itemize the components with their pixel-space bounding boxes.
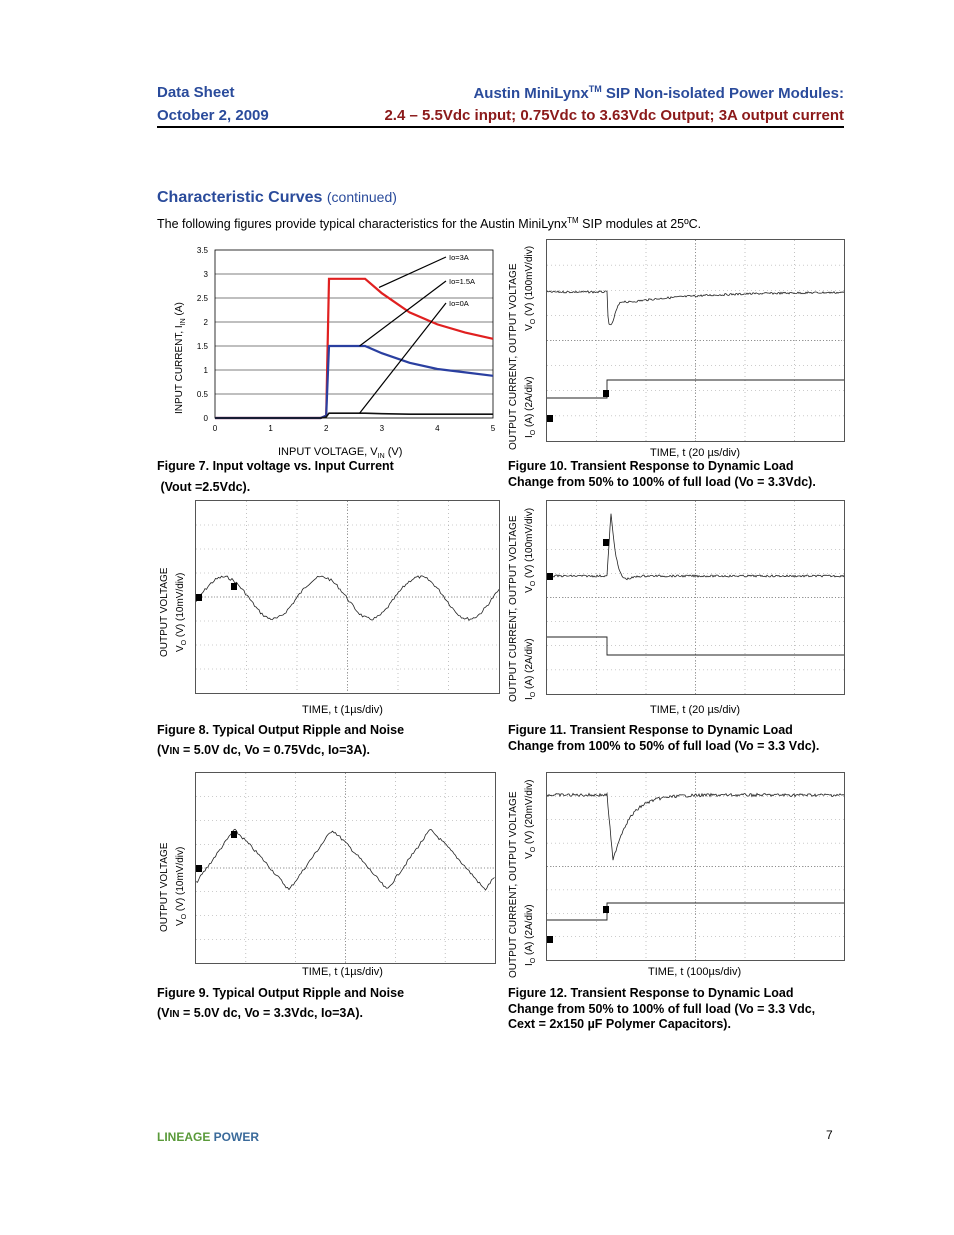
- intro-text-2: SIP modules at 25ºC.: [578, 217, 702, 232]
- fig8-yl-pre: V: [175, 645, 186, 652]
- fig9-ylabel2: [175, 847, 188, 926]
- fig7-legend-leader: [360, 303, 446, 413]
- fig10-yl2a-sub: O: [530, 429, 537, 436]
- fig8-cap-post: = 5.0V dc, Vo = 0.75Vdc, Io=3A).: [179, 742, 370, 757]
- fig9-caption-line1: Figure 9. Typical Output Ripple and Noise: [157, 986, 405, 1000]
- fig12-yl2b-sub: O: [530, 846, 537, 853]
- fig7-ytick: 2: [203, 318, 208, 327]
- fig12-trace: [547, 773, 844, 960]
- fig8-caption-line1: Figure 8. Typical Output Ripple and Noise: [157, 723, 405, 737]
- fig11-xlabel: TIME, t (20 µs/div): [650, 704, 741, 716]
- fig9-yl-post: (V) (10mV/div): [175, 846, 186, 914]
- footer-brand-2: POWER: [210, 1130, 260, 1144]
- figure-7: [160, 238, 505, 460]
- doc-date: October 2, 2009: [157, 107, 269, 124]
- fig8-ground-marker: [196, 594, 202, 601]
- fig9-waveform: [196, 829, 495, 890]
- doc-subtitle: 2.4 – 5.5Vdc input; 0.75Vdc to 3.63Vdc Output; 3A output current: [384, 107, 844, 124]
- section-continued: (continued): [326, 189, 397, 205]
- fig7-chart: [160, 238, 505, 460]
- header-rule: [157, 126, 844, 128]
- fig8-trigger-marker: [231, 583, 237, 590]
- intro-text: [157, 216, 701, 231]
- fig7-xlabel-pre: INPUT VOLTAGE, V: [278, 446, 378, 458]
- fig10-yl2a-post: (A) (2A/div): [524, 376, 535, 430]
- intro-text-1: The following figures provide typical characteristics for the Austin MiniLynx: [157, 217, 568, 232]
- fig7-ylabel-post: (A): [174, 302, 185, 319]
- fig8-cap-pre: (V: [157, 742, 170, 757]
- fig8-caption-line2: [157, 743, 404, 760]
- fig11-ylabel1: OUTPUT CURRENT, OUTPUT VOLTAGE: [508, 515, 519, 702]
- fig7-legend-label: Io=1.5A: [449, 277, 476, 286]
- fig9-ground-marker: [196, 865, 202, 872]
- fig11-caption: [508, 723, 819, 754]
- fig7-ytick: 3: [203, 270, 208, 279]
- fig7-legend-leader: [360, 281, 446, 346]
- fig7-ytick: 0: [203, 414, 208, 423]
- fig10-caption-line1: Figure 10. Transient Response to Dynamic Load: [508, 459, 794, 473]
- fig7-caption-line2: (Vout =2.5Vdc).: [157, 479, 251, 494]
- fig12-scope: [546, 772, 845, 961]
- scope-grid: [547, 501, 844, 694]
- fig7-ytick: 2.5: [196, 294, 208, 303]
- fig7-caption: [157, 459, 394, 495]
- fig12-caption-line1: Figure 12. Transient Response to Dynamic Load: [508, 986, 794, 1000]
- fig9-cap-sub: IN: [169, 1008, 180, 1020]
- fig11-yl2a-post: (A) (2A/div): [524, 638, 535, 692]
- scope-grid: [547, 773, 844, 960]
- fig7-xtick: 4: [435, 424, 440, 433]
- fig12-ylabel1: OUTPUT CURRENT, OUTPUT VOLTAGE: [508, 791, 519, 978]
- fig11-trace: [547, 501, 844, 694]
- tm-mark: TM: [588, 84, 602, 94]
- fig11-yl2a-sub: O: [530, 691, 537, 698]
- fig12-yl2a-pre: I: [524, 963, 535, 966]
- fig10-caption-line2: Change from 50% to 100% of full load (Vo = 3.3Vdc).: [508, 474, 816, 489]
- fig7-ytick: 3.5: [196, 246, 208, 255]
- footer-brand: [157, 1128, 259, 1146]
- fig7-legend-label: Io=3A: [449, 253, 469, 262]
- fig7-xtick: 1: [268, 424, 273, 433]
- fig12-yl2b-post: (V) (20mV/div): [524, 779, 535, 847]
- footer-brand-1: LINEAGE: [157, 1130, 211, 1144]
- fig10-xlabel: TIME, t (20 µs/div): [650, 447, 741, 459]
- fig7-legend-label: Io=0A: [449, 299, 469, 308]
- fig8-yl-sub: O: [181, 639, 188, 646]
- fig8-xlabel: TIME, t (1µs/div): [302, 704, 383, 716]
- fig7-series-line: [215, 413, 493, 418]
- fig12-current-marker: [603, 906, 609, 913]
- fig7-series-line: [215, 346, 493, 418]
- fig10-yl2b-sub: O: [530, 318, 537, 325]
- fig8-yl-post: (V) (10mV/div): [175, 572, 186, 640]
- fig10-yl2b-pre: V: [524, 324, 535, 331]
- fig11-voltage-marker: [603, 539, 609, 546]
- fig9-ylabel1: OUTPUT VOLTAGE: [159, 842, 170, 932]
- fig11-yl2a-pre: I: [524, 697, 535, 700]
- fig7-xtick: 2: [323, 424, 329, 433]
- fig11-ylabel2: [524, 508, 537, 700]
- fig12-yl2a-post: (A) (2A/div): [524, 904, 535, 958]
- fig7-xtick: 0: [212, 424, 218, 433]
- fig8-trace: [196, 501, 499, 693]
- fig10-ylabel2: [524, 246, 537, 438]
- fig12-caption: [508, 986, 815, 1033]
- fig10-voltage-trace: [547, 291, 844, 325]
- fig12-yl2b-pre: V: [524, 852, 535, 859]
- fig11-caption-line1: Figure 11. Transient Response to Dynamic Load: [508, 723, 793, 737]
- fig7-plot-frame: [215, 250, 493, 418]
- fig10-ground-marker: [547, 415, 553, 422]
- fig7-caption-line1: Figure 7. Input voltage vs. Input Current: [157, 459, 394, 473]
- fig9-caption-line2: [157, 1006, 404, 1023]
- fig7-xtick: 5: [490, 424, 496, 433]
- fig10-ylabel1: OUTPUT CURRENT, OUTPUT VOLTAGE: [508, 263, 519, 450]
- fig9-cap-pre: (V: [157, 1005, 170, 1020]
- fig10-trace: [547, 240, 844, 441]
- fig9-trigger-marker: [231, 831, 237, 838]
- fig8-caption: [157, 723, 404, 759]
- fig7-ylabel-pre: INPUT CURRENT, I: [174, 325, 185, 414]
- fig12-ground-marker: [547, 936, 553, 943]
- section-title-text: Characteristic Curves: [157, 189, 323, 206]
- fig11-yl2b-post: (V) (100mV/div): [524, 507, 535, 581]
- fig7-ylabel-sub: IN: [180, 318, 187, 326]
- fig7-ytick: 1.5: [196, 342, 208, 351]
- scope-grid: [547, 240, 844, 441]
- fig7-legend-leader: [379, 257, 446, 287]
- fig8-cap-sub: IN: [169, 745, 180, 757]
- fig12-ylabel2: [524, 780, 537, 967]
- intro-tm: TM: [567, 216, 579, 225]
- fig11-caption-line2: Change from 100% to 50% of full load (Vo = 3.3 Vdc).: [508, 738, 820, 753]
- fig11-yl2b-pre: V: [524, 586, 535, 593]
- fig9-yl-sub: O: [181, 913, 188, 920]
- doc-title: [473, 84, 844, 102]
- fig7-xlabel-sub: IN: [377, 453, 385, 461]
- fig10-yl2a-pre: I: [524, 435, 535, 438]
- doc-title-text-2: SIP Non-isolated Power Modules:: [601, 85, 844, 102]
- fig12-caption-line2: Change from 50% to 100% of full load (Vo = 3.3 Vdc,: [508, 1001, 816, 1016]
- fig12-yl2a-sub: O: [530, 957, 537, 964]
- fig7-ytick: 1: [203, 366, 208, 375]
- fig9-xlabel: TIME, t (1µs/div): [302, 966, 383, 978]
- fig8-scope: [195, 500, 500, 694]
- fig9-caption: [157, 986, 404, 1022]
- fig7-ytick: 0.5: [196, 390, 208, 399]
- fig12-xlabel: TIME, t (100µs/div): [648, 966, 742, 978]
- fig9-yl-pre: V: [175, 919, 186, 926]
- fig10-caption: [508, 459, 816, 490]
- fig11-yl2b-sub: O: [530, 580, 537, 587]
- doc-title-text: Austin MiniLynx: [473, 85, 589, 102]
- fig8-ylabel2: [175, 573, 188, 652]
- scope-grid: [196, 501, 499, 693]
- page-number: 7: [826, 1128, 833, 1142]
- fig11-scope: [546, 500, 845, 695]
- fig9-scope: [195, 772, 496, 964]
- fig10-current-marker: [603, 390, 609, 397]
- scope-grid: [196, 773, 495, 963]
- section-title: [157, 189, 397, 207]
- doc-type: Data Sheet: [157, 84, 235, 101]
- fig10-scope: [546, 239, 845, 442]
- fig12-caption-line3: Cext = 2x150 µF Polymer Capacitors).: [508, 1017, 731, 1031]
- fig9-trace: [196, 773, 495, 963]
- fig11-ground-marker: [547, 573, 553, 580]
- fig7-xlabel-post: (V): [384, 446, 403, 458]
- fig10-yl2b-post: (V) (100mV/div): [524, 245, 535, 319]
- fig7-ylabel: [174, 302, 187, 414]
- fig8-ylabel1: OUTPUT VOLTAGE: [159, 567, 170, 657]
- fig7-xtick: 3: [379, 424, 385, 433]
- fig9-cap-post: = 5.0V dc, Vo = 3.3Vdc, Io=3A).: [179, 1005, 364, 1020]
